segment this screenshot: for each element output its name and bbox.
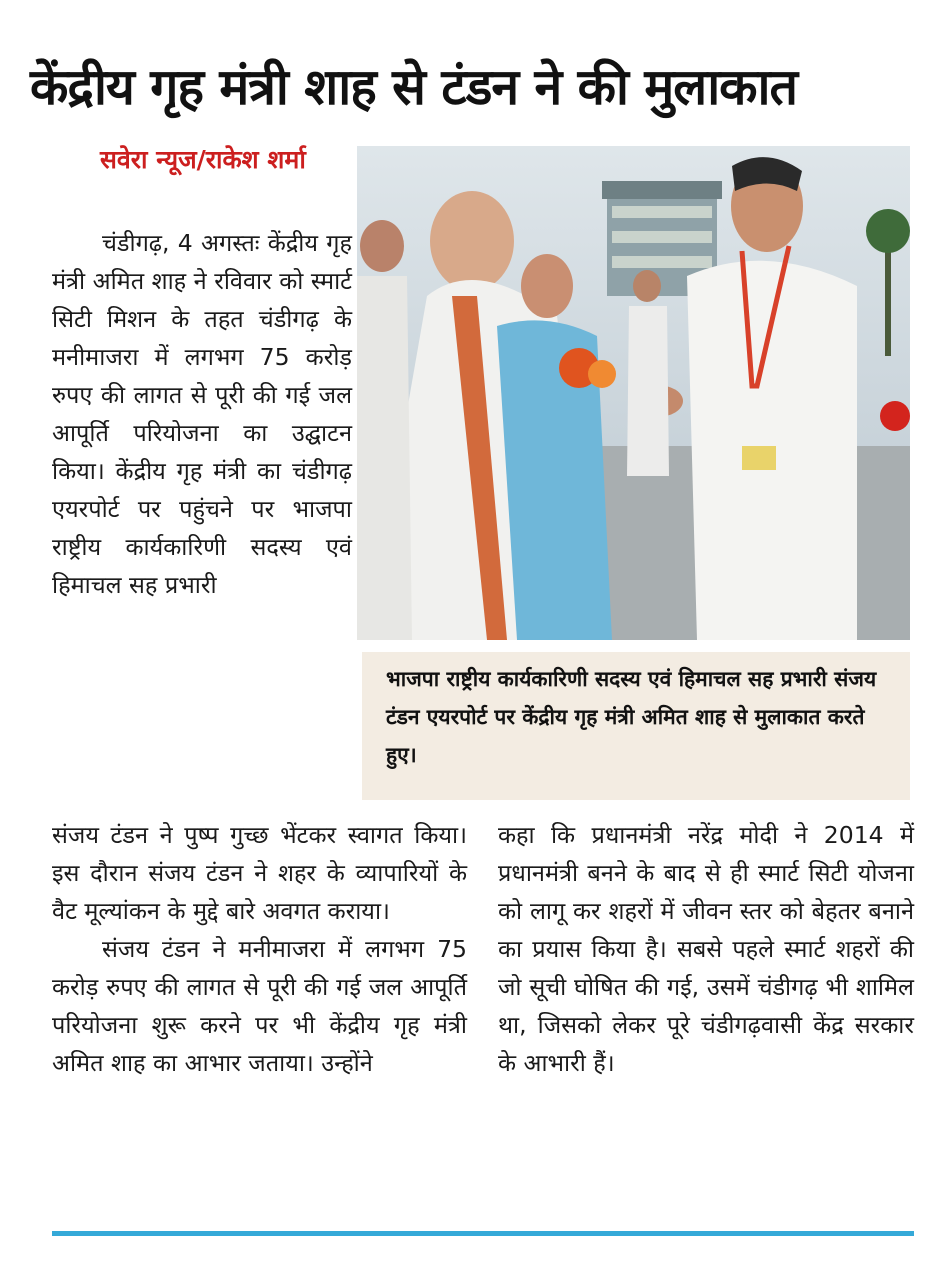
byline: सवेरा न्यूज/राकेश शर्मा xyxy=(100,145,306,174)
article-paragraph: संजय टंडन ने मनीमाजरा में लगभग 75 करोड़ रुपए की लागत से पूरी की गई जल आपूर्ति परियोजना शुरू करने पर भी केंद्रीय गृह मंत्री अमित शाह का आभार जताया। उन्होंने xyxy=(52,935,467,1077)
article-paragraph: चंडीगढ़, 4 अगस्तः केंद्रीय गृह मंत्री अमित शाह ने रविवार को स्मार्ट सिटी मिशन के तहत चंडीगढ़ के मनीमाजरा में लगभग 75 करोड़ रुपए की लागत से पूरी की गई जल आपूर्ति परियोजना का उद्घाटन किया। केंद्रीय गृह मंत्री का चंडीगढ़ एयरपोर्ट पर पहुंचने पर भाजपा राष्ट्रीय कार्यकारिणी सदस्य एवं हिमाचल सह प्रभारी xyxy=(52,229,352,599)
photo-caption: भाजपा राष्ट्रीय कार्यकारिणी सदस्य एवं हिमाचल सह प्रभारी संजय टंडन एयरपोर्ट पर केंद्रीय गृह मंत्री अमित शाह से मुलाकात करते हुए। xyxy=(362,652,910,800)
news-photo xyxy=(357,146,910,640)
article-column-bottom-left xyxy=(52,816,467,1082)
headline: केंद्रीय गृह मंत्री शाह से टंडन ने की मुलाकात xyxy=(30,58,798,116)
article-column-left-top xyxy=(52,224,352,604)
article-paragraph: कहा कि प्रधानमंत्री नरेंद्र मोदी ने 2014 में प्रधानमंत्री बनने के बाद से ही स्मार्ट सिटी योजना को लागू कर शहरों में जीवन स्तर को बेहतर बनाने का प्रयास किया है। सबसे पहले स्मार्ट शहरों की जो सूची घोषित की गई, उसमें चंडीगढ़ भी शामिल था, जिसको लेकर पूरे चंडीगढ़वासी केंद्र सरकार के आभारी हैं। xyxy=(498,821,914,1077)
article-column-bottom-right xyxy=(498,816,914,1082)
cropped-previous-text xyxy=(60,0,360,6)
photo-illustration xyxy=(357,146,910,640)
article-paragraph: संजय टंडन ने पुष्प गुच्छ भेंटकर स्वागत किया। इस दौरान संजय टंडन ने शहर के व्यापारियों के वैट मूल्यांकन के मुद्दे बारे अवगत कराया। xyxy=(52,821,467,925)
bottom-divider xyxy=(52,1231,914,1236)
